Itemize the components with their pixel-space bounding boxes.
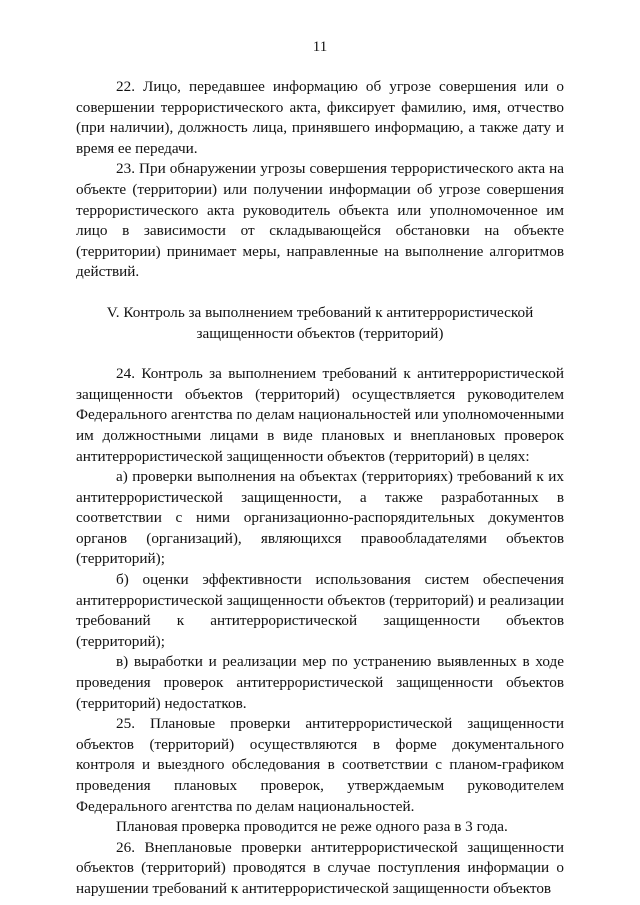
paragraph-24: 24. Контроль за выполнением требований к антитеррористической защищенности объектов (территорий) осуществляется руководителем Федерального агентства по делам национальностей или уполномоченными им должностными лицами в виде плановых и внеплановых проверок антитеррористической защищенности объектов (территорий) в целях: — [76, 365, 564, 465]
paragraph-24-item-v: в) выработки и реализации мер по устранению выявленных в ходе проведения проверок антитеррористической защищенности объектов (территорий) недостатков. — [76, 653, 564, 712]
section-heading-line-1: V. Контроль за выполнением требований к антитеррористической — [106, 303, 534, 321]
paragraph-26: 26. Внеплановые проверки антитеррористической защищенности объектов (территорий) проводятся в случае поступления информации о нарушении требований к антитеррористической защищенности объектов — [76, 838, 564, 897]
paragraph-24-item-b: б) оценки эффективности использования систем обеспечения антитеррористической защищенности объектов (территорий) и реализации требований к антитеррористической защищенности объектов (территорий); — [76, 571, 564, 650]
section-heading — [76, 303, 564, 344]
document-body — [76, 77, 564, 900]
section-heading-line-2: защищенности объектов (территорий) — [196, 324, 444, 342]
paragraph-25: 25. Плановые проверки антитеррористической защищенности объектов (территорий) осуществляются в форме документального контроля и выездного обследования в соответствии с планом-графиком проведения плановых проверок, утверждаемым руководителем Федерального агентства по делам национальностей. — [76, 715, 564, 815]
paragraph-25-frequency: Плановая проверка проводится не реже одного раза в 3 года. — [116, 818, 508, 836]
paragraph-23: 23. При обнаружении угрозы совершения террористического акта на объекте (территории) или получении информации об угрозе совершения террористического акта руководитель объекта или уполномоченное им лицо в зависимости от складывающейся обстановки на объекте (территории) принимает меры, направленные на выполнение алгоритмов действий. — [76, 160, 564, 281]
page-number: 11 — [312, 39, 328, 55]
paragraph-22: 22. Лицо, передавшее информацию об угрозе совершения или о совершении террористического акта, фиксирует фамилию, имя, отчество (при наличии), должность лица, принявшего информацию, а также дату и время ее передачи. — [76, 78, 564, 157]
paragraph-24-item-a: а) проверки выполнения на объектах (территориях) требований к их антитеррористической защищенности, а также разработанных в соответствии с ними организационно-распорядительных документов органов (организаций), являющихся правообладателями объектов (территорий); — [76, 468, 564, 568]
